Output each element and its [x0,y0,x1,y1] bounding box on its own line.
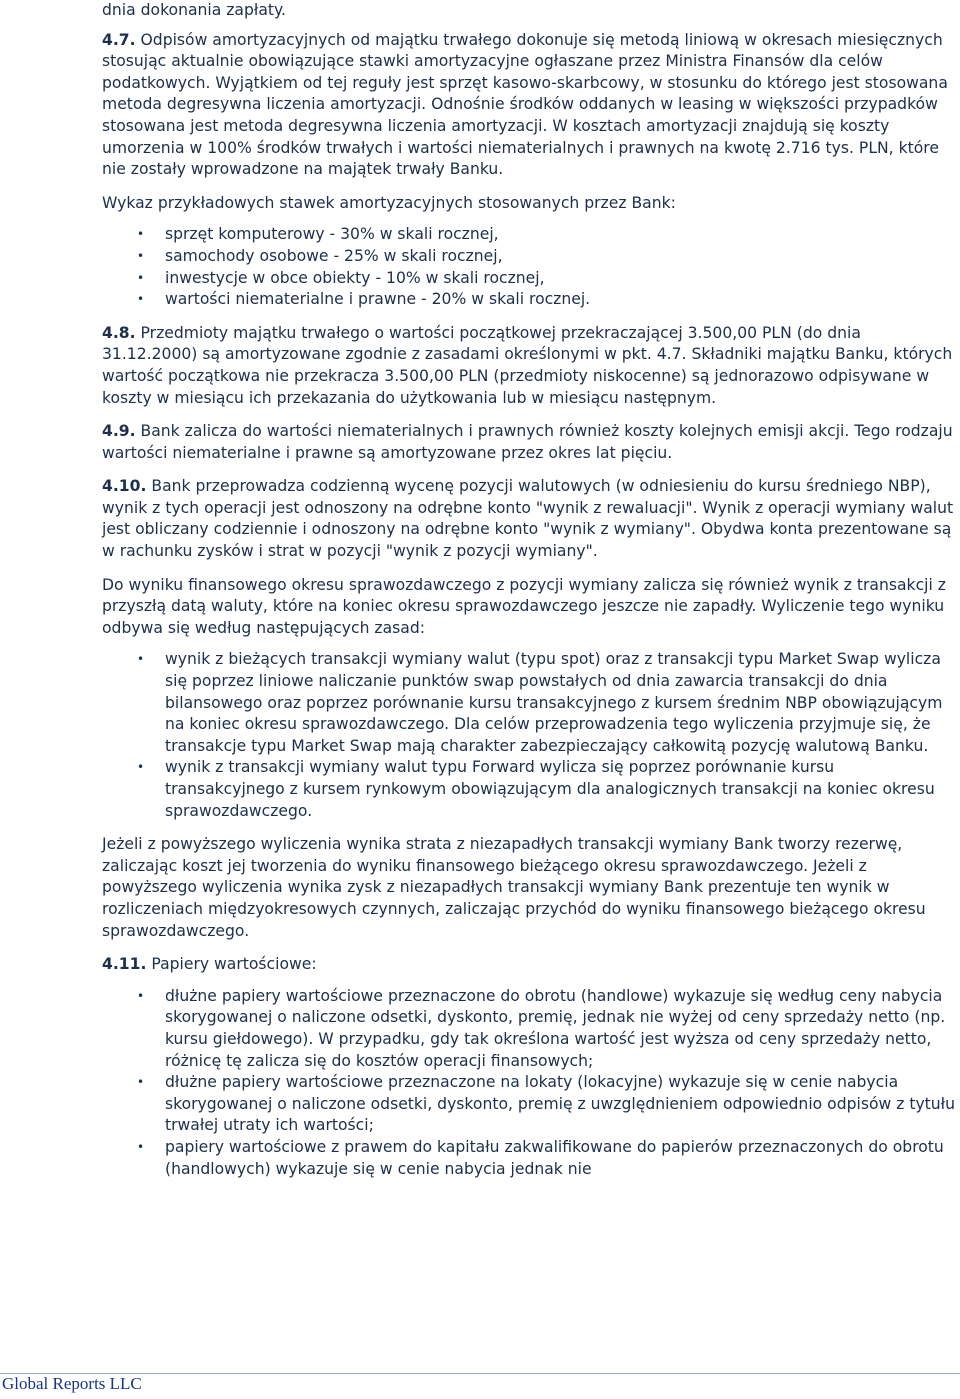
reserve-paragraph: Jeżeli z powyższego wyliczenia wynika strata z niezapadłych transakcji wymiany Bank tworzy rezerwę, zaliczając koszt jej tworzenia do wyniku finansowego bieżącego okresu sprawozdawczego. Jeżeli z powyższego wyliczenia wynika zysk z niezapadłych transakcji wymiany Bank prezentuje ten wynik w rozliczeniach międzyokresowych czynnych, zaliczając przychód do wyniku finansowego bieżącego okresu sprawozdawczego. [102,835,926,940]
footer-brand: Global Reports LLC [2,1374,142,1393]
section-text: Papiery wartościowe: [151,955,317,974]
section-number: 4.7. [102,30,136,49]
list-item: • sprzęt komputerowy - 30% w skali rocznej, [102,224,958,246]
list-item: • dłużne papiery wartościowe przeznaczone do obrotu (handlowe) wykazuje się według ceny nabycia skorygowanej o naliczone odsetki, dyskonto, premię, jednak nie wyżej od ceny sprzedaży netto (np. kursu giełdowego). W przypadku, gdy tak określona wartość jest wyższa od ceny sprzedaży netto, różnicę tę zalicza się do kosztów operacji finansowych; [102,986,958,1072]
securities-list [102,986,958,1180]
section-number: 4.11. [102,955,147,974]
list-item: • wynik z bieżących transakcji wymiany walut (typu spot) oraz z transakcji typu Market Swap wylicza się poprzez liniowe naliczanie punktów swap powstałych od dnia zawarcia transakcji do dnia bilansowego oraz poprzez porównanie kursu transakcyjnego z kursem średnim NBP obowiązującym na koniec okresu sprawozdawczego. Dla celów przeprowadzenia tego wyliczenia przyjmuje się, że transakcje typu Market Swap mają charakter zabezpieczający całkowitą pozycję walutową Banku. [102,649,958,757]
paragraph-continuation: dnia dokonania zapłaty. [102,1,286,19]
list-item: • wynik z transakcji wymiany walut typu Forward wylicza się poprzez porównanie kursu transakcyjnego z kursem rynkowym obowiązującym dla analogicznych transakcji na koniec okresu sprawozdawczego. [102,757,958,822]
fx-result-paragraph: Do wyniku finansowego okresu sprawozdawczego z pozycji wymiany zalicza się również wynik z transakcji z przyszłą datą waluty, które na koniec okresu sprawozdawczego jeszcze nie zapadły. Wyliczenie tego wyniku odbywa się według następujących zasad: [102,575,946,637]
list-item: • dłużne papiery wartościowe przeznaczone na lokaty (lokacyjne) wykazuje się w cenie nabycia skorygowanej o naliczone odsetki, dyskonto, premię z uwzględnieniem odpowiednio odpisów z tytułu trwałej utraty ich wartości; [102,1072,958,1137]
section-text: Przedmioty majątku trwałego o wartości początkowej przekraczającej 3.500,00 PLN (do dnia 31.12.2000) są amortyzowane zgodnie z zasadami określonymi w pkt. 4.7. Składniki majątku Banku, których wartość początkowa nie przekracza 3.500,00 PLN (przedmioty niskocenne) są jednorazowo odpisywane w koszty w miesiącu ich przekazania do użytkowania lub w miesiącu następnym. [102,323,953,407]
section-4-7 [102,30,958,181]
section-4-8 [102,323,958,409]
section-number: 4.9. [102,422,136,441]
rates-intro: Wykaz przykładowych stawek amortyzacyjnych stosowanych przez Bank: [102,193,676,212]
section-text: Bank zalicza do wartości niematerialnych i prawnych również koszty kolejnych emisji akcji. Tego rodzaju wartości niematerialne i prawne są amortyzowane przez okres lat pięciu. [102,422,953,462]
section-4-9 [102,421,958,464]
footer-divider [0,1373,960,1374]
list-item: • inwestycje w obce obiekty - 10% w skali rocznej, [102,268,958,290]
section-number: 4.8. [102,323,136,342]
list-item: • wartości niematerialne i prawne - 20% w skali rocznej. [102,289,958,311]
section-text: Odpisów amortyzacyjnych od majątku trwałego dokonuje się metodą liniową w okresach miesięcznych stosując aktualnie obowiązujące stawki amortyzacyjne ogłaszane przez Ministra Finansów dla celów podatkowych. Wyjątkiem od tej reguły jest sprzęt kasowo-skarbcowy, w stosunku do którego jest stosowana metoda degresywna liczenia amortyzacji. Odnośnie środków oddanych w leasing w większości przypadków stosowana jest metoda degresywna liczenia amortyzacji. W kosztach amortyzacji znajdują się koszty umorzenia w 100% środków trwałych i wartości niematerialnych i prawnych na kwotę 2.716 tys. PLN, które nie zostały wprowadzone na majątek trwały Banku. [102,30,948,179]
section-4-11 [102,954,958,976]
rates-list [102,224,958,310]
list-item: • papiery wartościowe z prawem do kapitału zakwalifikowane do papierów przeznaczonych do obrotu (handlowych) wykazuje się w cenie nabycia jednak nie [102,1137,958,1180]
list-item: • samochody osobowe - 25% w skali rocznej, [102,246,958,268]
section-4-10 [102,476,958,562]
section-number: 4.10. [102,477,147,496]
fx-rules-list [102,649,958,822]
section-text: Bank przeprowadza codzienną wycenę pozycji walutowych (w odniesieniu do kursu średniego NBP), wynik z tych operacji jest odnoszony na odrębne konto "wynik z rewaluacji". Wynik z operacji wymiany walut jest obliczany codziennie i odnoszony na odrębne konto "wynik z wymiany". Obydwa konta prezentowane są w rachunku zysków i strat w pozycji "wynik z pozycji wymiany". [102,477,954,561]
document-page [102,0,958,1180]
